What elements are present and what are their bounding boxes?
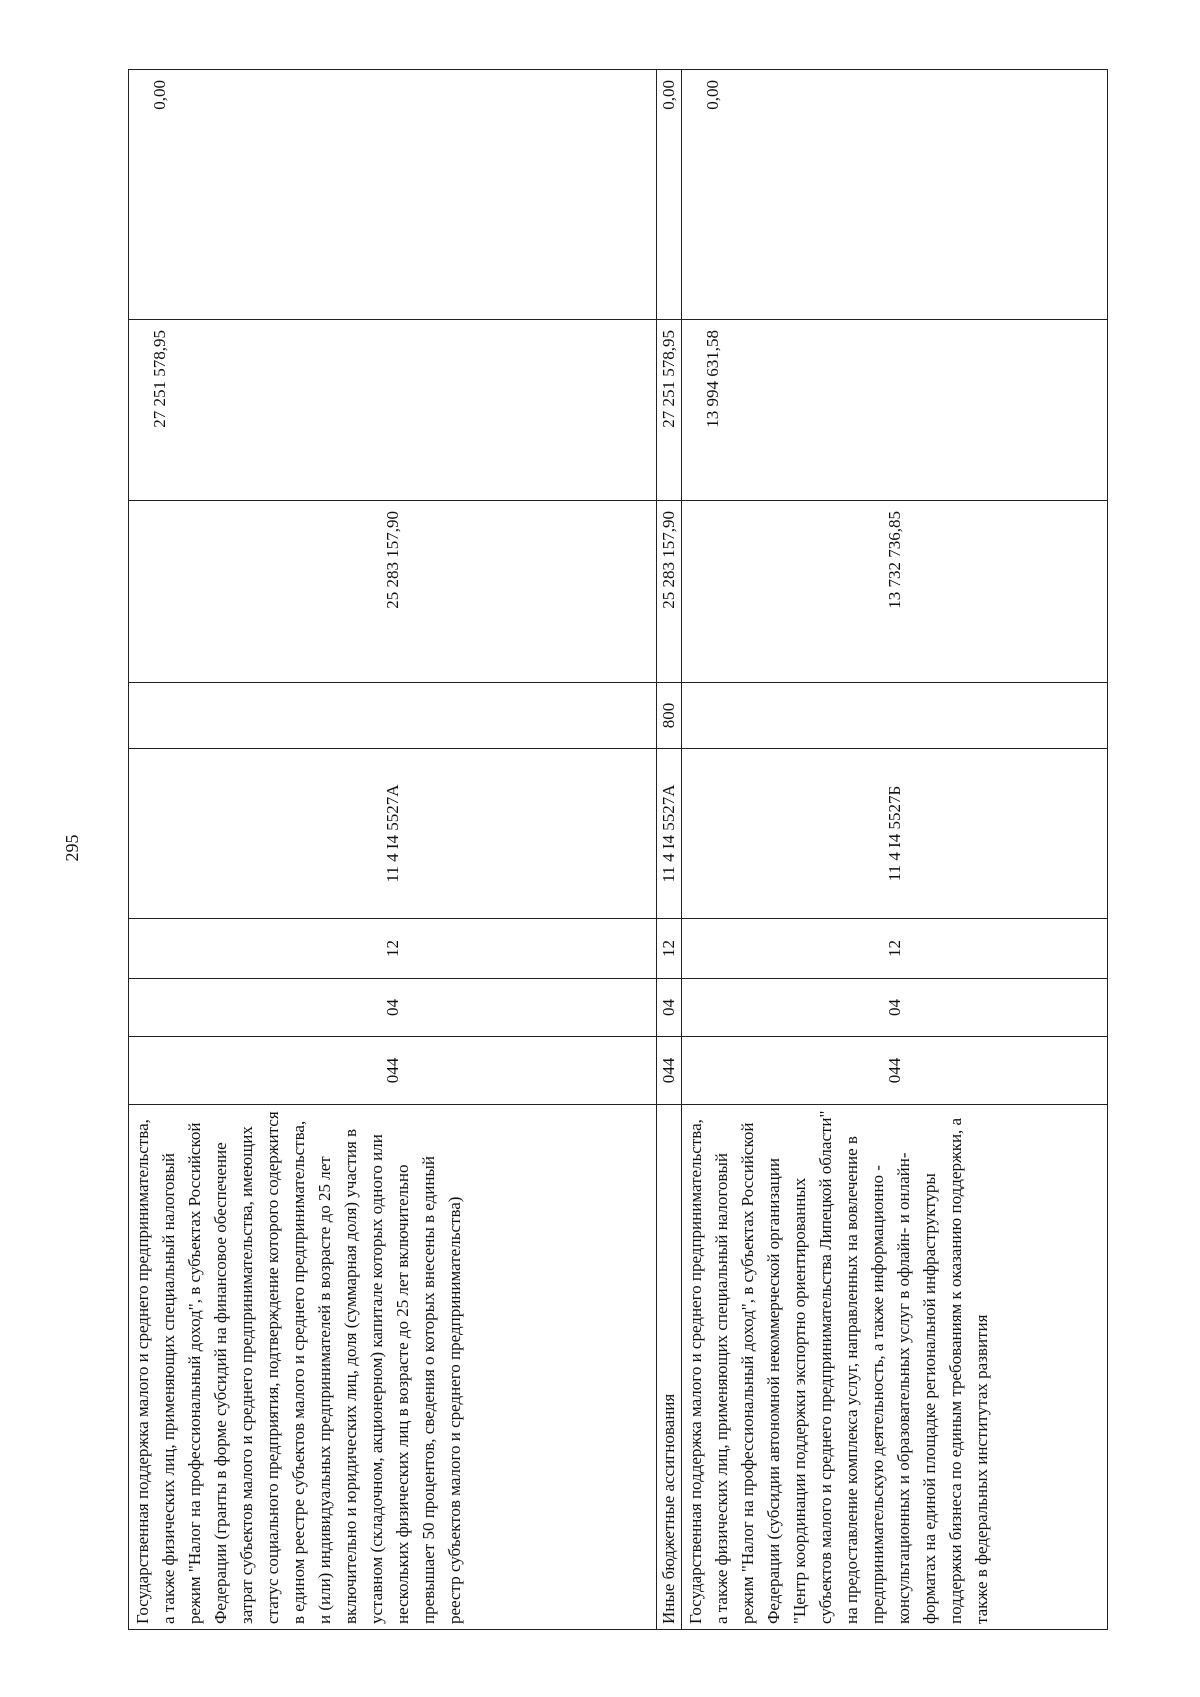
- subsection-code-cell: 12: [129, 919, 657, 979]
- amount-1-cell: 25 283 157,90: [129, 501, 657, 683]
- section-code-cell: 04: [129, 979, 657, 1037]
- ministry-code-cell: 044: [682, 1037, 1108, 1105]
- subsection-code-cell: 12: [682, 919, 1108, 979]
- amount-1-cell: 13 732 736,85: [682, 501, 1108, 683]
- table-row: [657, 70, 682, 1630]
- amount-3-cell: 0,00: [682, 70, 1108, 320]
- amount-2-cell: 13 994 631,58: [682, 320, 1108, 501]
- target-article-cell: 11 4 I4 5527A: [129, 749, 657, 919]
- budget-table-sheet: [128, 70, 1106, 1630]
- amount-1-cell: 25 283 157,90: [657, 501, 682, 683]
- row-name-cell: Государственная поддержка малого и среднего предпринимательства, а также физических лиц, применяющих специальный налоговый режим "Налог на профессиональный доход", в субъектах Российской Федерации (гранты в форме субсидий на финансовое обеспечение затрат субъектов малого и среднего предпринимательства, имеющих статус социального предприятия, подтверждение которого содержится в едином реестре субъектов малого и среднего предпринимательства, и (или) индивидуальных предпринимателей в возрасте до 25 лет включительно и юридических лиц, доля (суммарная доля) участия в уставном (складочном, акционерном) капитале которых одного или нескольких физических лиц в возрасте до 25 лет включительно превышает 50 процентов, сведения о которых внесены в единый реестр субъектов малого и среднего предпринимательства): [129, 1105, 657, 1630]
- amount-2-cell: 27 251 578,95: [657, 320, 682, 501]
- table-row: [129, 70, 657, 1630]
- ministry-code-cell: 044: [129, 1037, 657, 1105]
- table-row: [682, 70, 1108, 1630]
- amount-3-cell: 0,00: [657, 70, 682, 320]
- subsection-code-cell: 12: [657, 919, 682, 979]
- section-code-cell: 04: [682, 979, 1108, 1037]
- expense-type-cell: [682, 683, 1108, 749]
- row-name-cell: Иные бюджетные ассигнования: [657, 1105, 682, 1630]
- row-name-cell: Государственная поддержка малого и среднего предпринимательства, а также физических лиц, применяющих специальный налоговый режим "Налог на профессиональный доход", в субъектах Российской Федерации (субсидии автономной некоммерческой организации "Центр координации поддержки экспортно ориентированных субъектов малого и среднего предпринимательства Липецкой области" на предоставление комплекса услуг, направленных на вовлечение в предпринимательскую деятельность, а также информационно - консультационных и образовательных услуг в офлайн- и онлайн-форматах на единой площадке региональной инфраструктуры поддержки бизнеса по единым требованиям к оказанию поддержки, а также в федеральных институтах развития: [682, 1105, 1108, 1630]
- target-article-cell: 11 4 I4 5527Б: [682, 749, 1108, 919]
- ministry-code-cell: 044: [657, 1037, 682, 1105]
- amount-3-cell: 0,00: [129, 70, 657, 320]
- expense-type-cell: 800: [657, 683, 682, 749]
- amount-2-cell: 27 251 578,95: [129, 320, 657, 501]
- target-article-cell: 11 4 I4 5527A: [657, 749, 682, 919]
- page-number: 295: [62, 834, 82, 862]
- expense-type-cell: [129, 683, 657, 749]
- budget-table: [128, 69, 1108, 1630]
- section-code-cell: 04: [657, 979, 682, 1037]
